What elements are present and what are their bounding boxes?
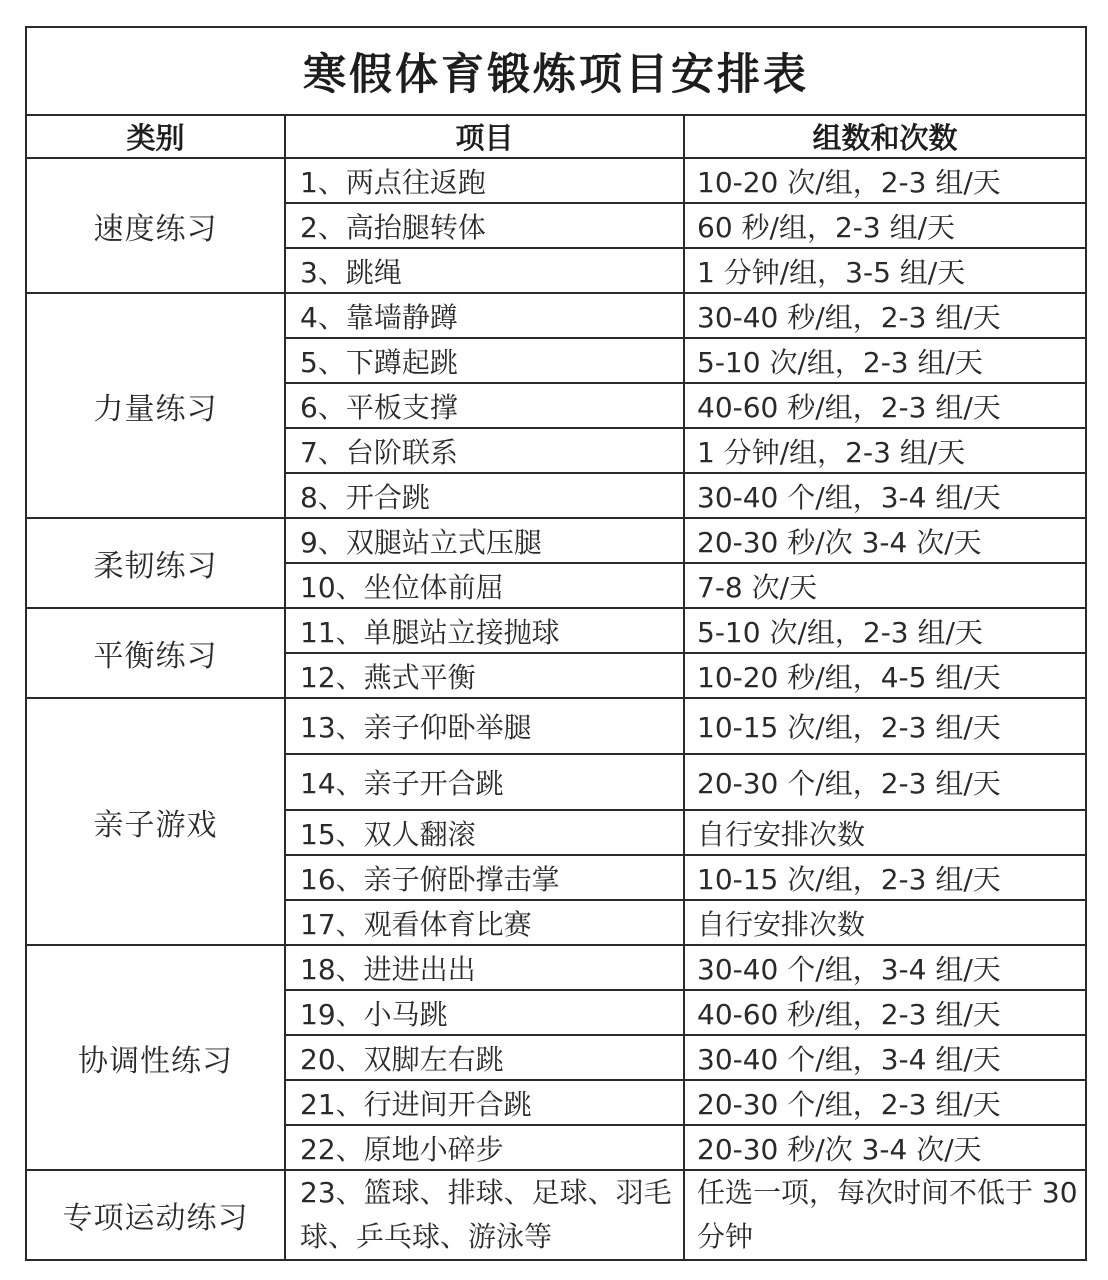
item-cell: 20、双脚左右跳 <box>285 1035 684 1080</box>
category-cell: 专项运动练习 <box>26 1170 285 1260</box>
spec-cell: 20-30 秒/次 3-4 次/天 <box>684 518 1086 563</box>
item-cell: 4、靠墙静蹲 <box>285 293 684 338</box>
spec-cell: 10-20 次/组，2-3 组/天 <box>684 158 1086 203</box>
item-cell: 11、单腿站立接抛球 <box>285 608 684 653</box>
item-cell: 13、亲子仰卧举腿 <box>285 698 684 754</box>
spec-cell: 任选一项，每次时间不低于 30 分钟 <box>684 1170 1086 1260</box>
item-cell: 5、下蹲起跳 <box>285 338 684 383</box>
category-cell: 亲子游戏 <box>26 698 285 945</box>
table-row <box>26 293 1086 338</box>
spec-cell: 自行安排次数 <box>684 810 1086 855</box>
category-cell: 力量练习 <box>26 293 285 518</box>
spec-cell: 20-30 个/组，2-3 组/天 <box>684 754 1086 810</box>
item-cell: 23、篮球、排球、足球、羽毛球、乒乓球、游泳等 <box>285 1170 684 1260</box>
spec-cell: 60 秒/组，2-3 组/天 <box>684 203 1086 248</box>
table-row <box>26 698 1086 754</box>
spec-cell: 30-40 秒/组，2-3 组/天 <box>684 293 1086 338</box>
item-cell: 17、观看体育比赛 <box>285 900 684 945</box>
spec-cell: 30-40 个/组，3-4 组/天 <box>684 945 1086 990</box>
spec-cell: 20-30 秒/次 3-4 次/天 <box>684 1125 1086 1170</box>
spec-cell: 1 分钟/组，2-3 组/天 <box>684 428 1086 473</box>
item-cell: 10、坐位体前屈 <box>285 563 684 608</box>
schedule-table <box>25 26 1087 1261</box>
header-category: 类别 <box>26 115 285 158</box>
item-cell: 1、两点往返跑 <box>285 158 684 203</box>
spec-cell: 5-10 次/组，2-3 组/天 <box>684 608 1086 653</box>
item-cell: 3、跳绳 <box>285 248 684 293</box>
item-cell: 6、平板支撑 <box>285 383 684 428</box>
table-row <box>26 1170 1086 1260</box>
item-cell: 16、亲子俯卧撑击掌 <box>285 855 684 900</box>
header-item: 项目 <box>285 115 684 158</box>
schedule-sheet <box>25 26 1085 1258</box>
spec-cell: 自行安排次数 <box>684 900 1086 945</box>
item-cell: 22、原地小碎步 <box>285 1125 684 1170</box>
item-cell: 2、高抬腿转体 <box>285 203 684 248</box>
category-cell: 平衡练习 <box>26 608 285 698</box>
spec-cell: 1 分钟/组，3-5 组/天 <box>684 248 1086 293</box>
category-cell: 柔韧练习 <box>26 518 285 608</box>
item-cell: 19、小马跳 <box>285 990 684 1035</box>
spec-cell: 40-60 秒/组，2-3 组/天 <box>684 990 1086 1035</box>
item-cell: 15、双人翻滚 <box>285 810 684 855</box>
table-row <box>26 608 1086 653</box>
spec-cell: 5-10 次/组，2-3 组/天 <box>684 338 1086 383</box>
spec-cell: 20-30 个/组，2-3 组/天 <box>684 1080 1086 1125</box>
spec-cell: 7-8 次/天 <box>684 563 1086 608</box>
category-cell: 速度练习 <box>26 158 285 293</box>
spec-cell: 10-20 秒/组，4-5 组/天 <box>684 653 1086 698</box>
item-cell: 21、行进间开合跳 <box>285 1080 684 1125</box>
item-cell: 7、台阶联系 <box>285 428 684 473</box>
spec-cell: 10-15 次/组，2-3 组/天 <box>684 698 1086 754</box>
header-spec: 组数和次数 <box>684 115 1086 158</box>
spec-cell: 40-60 秒/组，2-3 组/天 <box>684 383 1086 428</box>
spec-cell: 10-15 次/组，2-3 组/天 <box>684 855 1086 900</box>
table-row <box>26 518 1086 563</box>
table-row <box>26 945 1086 990</box>
category-cell: 协调性练习 <box>26 945 285 1170</box>
spec-cell: 30-40 个/组，3-4 组/天 <box>684 473 1086 518</box>
item-cell: 9、双腿站立式压腿 <box>285 518 684 563</box>
item-cell: 18、进进出出 <box>285 945 684 990</box>
spec-cell: 30-40 个/组，3-4 组/天 <box>684 1035 1086 1080</box>
item-cell: 8、开合跳 <box>285 473 684 518</box>
item-cell: 14、亲子开合跳 <box>285 754 684 810</box>
table-row <box>26 158 1086 203</box>
table-title: 寒假体育锻炼项目安排表 <box>26 27 1086 115</box>
item-cell: 12、燕式平衡 <box>285 653 684 698</box>
